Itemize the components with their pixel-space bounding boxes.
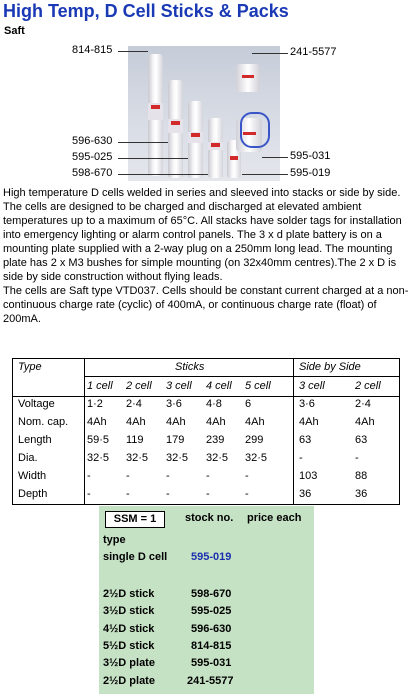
table-divider	[84, 376, 399, 377]
spec-cell: -	[126, 470, 130, 482]
spec-row-label: Depth	[18, 488, 48, 500]
battery-stick-3-cell	[188, 101, 203, 178]
spec-row-label: Length	[18, 434, 52, 446]
spec-cell: -	[87, 470, 91, 482]
stock-item-number: 595-025	[191, 605, 232, 617]
spec-column-header: 4 cell	[206, 380, 232, 392]
spec-cell: -	[299, 452, 303, 464]
stock-item-type: 3½D plate	[103, 657, 155, 669]
leader-line	[262, 157, 288, 158]
spec-cell: 36	[299, 488, 312, 500]
spec-cell: 36	[355, 488, 368, 500]
photo-label-596-630: 596-630	[72, 135, 113, 147]
photo-label-595-019: 595-019	[290, 167, 331, 179]
battery-lead-wire	[240, 112, 270, 148]
stock-item-type: 2½D stick	[103, 588, 155, 600]
spec-cell: 4·8	[206, 398, 222, 410]
description-paragraph: The cells are Saft type VTD037. Cells should be constant current charged at a non-continuous charge rate (cyclic) of 400mA, or continuous charge rate (float) of 200mA.	[3, 285, 409, 325]
spec-cell: 4Ah	[355, 416, 375, 428]
spec-sticks-header: Sticks	[175, 361, 205, 373]
product-description	[3, 186, 409, 326]
photo-label-595-025: 595-025	[72, 151, 113, 163]
spec-cell: 119	[126, 434, 144, 446]
spec-cell: -	[355, 452, 359, 464]
spec-cell: 4Ah	[245, 416, 265, 428]
spec-cell: -	[206, 470, 210, 482]
spec-cell: 63	[355, 434, 368, 446]
photo-label-598-670: 598-670	[72, 167, 113, 179]
spec-cell: 32·5	[245, 452, 268, 464]
spec-cell: -	[245, 470, 249, 482]
photo-label-241-5577: 241-5577	[290, 46, 337, 58]
spec-table	[12, 358, 400, 505]
spec-cell: 32·5	[206, 452, 229, 464]
spec-cell: 59·5	[87, 434, 110, 446]
battery-stick-2-cell	[208, 118, 223, 178]
spec-cell: -	[166, 488, 170, 500]
spec-row-label: Voltage	[18, 398, 55, 410]
ssm-badge: SSM = 1	[105, 511, 165, 528]
spec-cell: -	[245, 488, 249, 500]
leader-line	[118, 51, 148, 52]
spec-cell: 63	[299, 434, 312, 446]
battery-plate-2-cell	[236, 64, 260, 92]
stock-item-type: 5½D stick	[103, 640, 155, 652]
spec-cell: 32·5	[166, 452, 189, 464]
stock-item-number: 595-031	[191, 657, 232, 669]
price-header: price each	[247, 512, 302, 524]
spec-column-header: 3 cell	[166, 380, 192, 392]
leader-line	[252, 53, 288, 54]
spec-column-header: 2 cell	[126, 380, 152, 392]
spec-cell: 88	[355, 470, 368, 482]
spec-cell: 4Ah	[299, 416, 319, 428]
table-divider	[293, 359, 294, 504]
spec-cell: 103	[299, 470, 318, 482]
stock-item-type: 4½D stick	[103, 623, 155, 635]
spec-column-header: 1 cell	[87, 380, 113, 392]
spec-column-header: 5 cell	[245, 380, 271, 392]
spec-type-header: Type	[18, 361, 42, 373]
type-header: type	[103, 534, 126, 546]
spec-cell: 6	[245, 398, 252, 410]
photo-label-595-031: 595-031	[290, 150, 331, 162]
spec-row-label: Nom. cap.	[18, 416, 69, 428]
spec-cell: 4Ah	[206, 416, 226, 428]
stock-item-number-link[interactable]: 595-019	[191, 551, 232, 563]
spec-cell: 179	[166, 434, 185, 446]
leader-line	[118, 158, 188, 159]
spec-cell: 32·5	[87, 452, 110, 464]
spec-row-label: Width	[18, 470, 47, 482]
spec-cell: -	[206, 488, 210, 500]
page-title: High Temp, D Cell Sticks & Packs	[3, 1, 289, 21]
leader-line	[118, 174, 208, 175]
spec-side-by-side-header: Side by Side	[299, 361, 361, 373]
spec-column-header: 3 cell	[299, 380, 325, 392]
photo-label-814-815: 814-815	[72, 44, 113, 56]
table-divider	[13, 396, 399, 397]
stock-item-number: 241-5577	[187, 675, 234, 687]
spec-cell: 4Ah	[126, 416, 146, 428]
description-paragraph: High temperature D cells welded in series and sleeved into stacks or side by side. The cells are designed to be charged and discharged at elevated ambient temperatures up to a maximum of 65°C. All stacks have solder tags for installation into emergency lighting or alarm control panels. The 3 x d plate battery is on a mounting plate supplied with a 2-way plug on a 250mm long lead. The mounting plate has 2 x M3 bushes for simple mounting (on 32x40mm centres).The 2 x D is side by side construction without flying leads.	[3, 187, 402, 283]
spec-cell: 2·4	[355, 398, 371, 410]
spec-cell: 239	[206, 434, 225, 446]
stock-item-number: 814-815	[191, 640, 232, 652]
product-photo	[128, 46, 280, 181]
stock-item-type: 3½D stick	[103, 605, 155, 617]
spec-cell: 2·4	[126, 398, 142, 410]
spec-cell: 299	[245, 434, 264, 446]
spec-cell: 3·6	[166, 398, 182, 410]
brand-name: Saft	[4, 25, 25, 37]
spec-cell: 32·5	[126, 452, 149, 464]
battery-stick-4-cell	[168, 80, 183, 178]
stock-table	[99, 506, 314, 694]
spec-row-label: Dia.	[18, 452, 38, 464]
spec-cell: 3·6	[299, 398, 315, 410]
spec-cell: -	[166, 470, 170, 482]
leader-line	[118, 142, 168, 143]
spec-cell: -	[126, 488, 130, 500]
spec-cell: 4Ah	[87, 416, 107, 428]
stock-number-header: stock no.	[185, 512, 234, 524]
spec-cell: 4Ah	[166, 416, 186, 428]
leader-line	[242, 174, 288, 175]
stock-item-type: single D cell	[103, 551, 168, 563]
spec-cell: 1·2	[87, 398, 103, 410]
stock-item-number: 596-630	[191, 623, 232, 635]
stock-item-type: 2½D plate	[103, 675, 155, 687]
stock-item-number: 598-670	[191, 588, 232, 600]
spec-cell: -	[87, 488, 91, 500]
table-divider	[84, 359, 85, 504]
spec-column-header: 2 cell	[355, 380, 381, 392]
